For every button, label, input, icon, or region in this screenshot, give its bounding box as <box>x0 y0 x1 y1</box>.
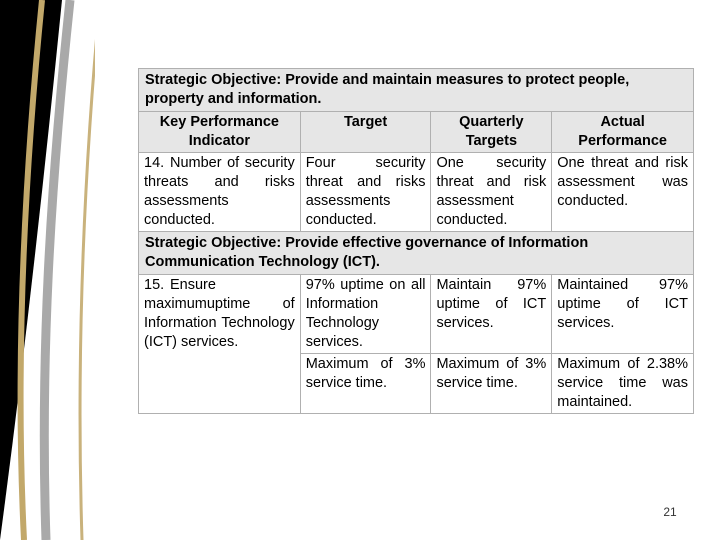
kpi-15-actual-a: Maintained 97% uptime of ICT services. <box>552 275 694 354</box>
kpi-14-target: Four security threat and risks assessments conducted. <box>300 153 431 232</box>
kpi-15-target-b: Maximum of 3% service time. <box>300 354 431 414</box>
kpi-number: 14. <box>144 155 165 171</box>
kpi-table <box>138 68 694 414</box>
table-row <box>139 275 694 354</box>
kpi-14-actual: One threat and risk assessment was conducted. <box>552 153 694 232</box>
kpi-indicator-text: Number of security threats and risks assessments conducted. <box>144 155 295 228</box>
kpi-indicator-text: Ensure maximumuptime of Information Technology (ICT) services. <box>144 277 295 350</box>
header-row <box>139 112 694 153</box>
kpi-15-quarterly-b: Maximum of 3% service time. <box>431 354 552 414</box>
objective-row <box>139 232 694 275</box>
page-number: 21 <box>663 505 677 519</box>
kpi-15-quarterly-a: Maintain 97% uptime of ICT services. <box>431 275 552 354</box>
objective-row <box>139 69 694 112</box>
kpi-15-actual-b: Maximum of 2.38% service time was maintained. <box>552 354 694 414</box>
header-actual: Actual Performance <box>552 112 694 153</box>
kpi-15-target-a: 97% uptime on all Information Technology services. <box>300 275 431 354</box>
kpi-14-quarterly: One security threat and risk assessment conducted. <box>431 153 552 232</box>
objective-2: Strategic Objective: Provide effective governance of Information Communication Technology (ICT). <box>139 232 694 275</box>
objective-1: Strategic Objective: Provide and maintain measures to protect people, property and information. <box>139 69 694 112</box>
kpi-number: 15. <box>144 277 165 293</box>
table-row <box>139 153 694 232</box>
kpi-15-indicator <box>139 275 301 414</box>
header-kpi: Key Performance Indicator <box>139 112 301 153</box>
header-target: Target <box>300 112 431 153</box>
kpi-14-indicator <box>139 153 301 232</box>
header-quarterly: Quarterly Targets <box>431 112 552 153</box>
